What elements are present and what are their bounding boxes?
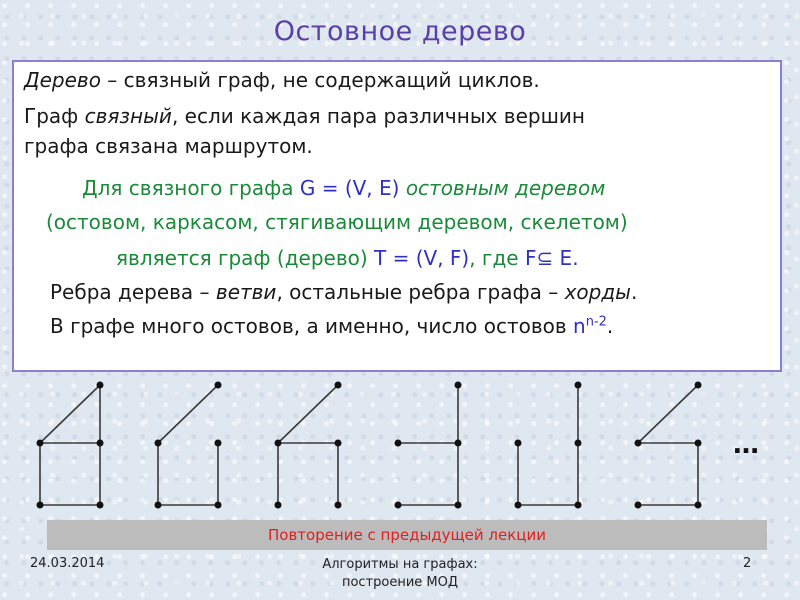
definition-connected-line1 [24,104,585,128]
branches-chords-line [50,280,637,304]
text-fragment: n [573,314,586,338]
text-fragment: Для связного графа [82,176,300,200]
spanning-tree-4 [518,385,578,505]
text-fragment: , где [469,246,525,270]
term-spanning-tree: остовным деревом [405,176,606,200]
more-trees-ellipsis: … [733,430,759,460]
spanning-tree-synonyms: (остовом, каркасом, стягивающим деревом, скелетом) [46,210,628,234]
text-fragment: . [630,280,638,304]
subset-notation: F⊆ E. [524,246,579,270]
text-fragment: n-2 [585,314,607,330]
slide-title: Остовное дерево [273,16,527,47]
graph-notation-t: T = (V, F) [374,246,470,270]
graph-notation-g: G = (V, E) [299,176,400,200]
spanning-tree-1 [158,385,218,505]
term-branches: ветви [215,280,277,304]
definition-tree [24,68,540,92]
footer-course-line2: построение МОД [341,575,459,590]
text-fragment: является граф (дерево) [116,246,375,270]
spanning-trees-figure [0,375,800,520]
count-formula [573,314,607,338]
term-connected: связный [84,104,172,128]
definition-tree-text: – связный граф, не содержащий циклов. [100,68,540,92]
spanning-tree-3 [398,385,458,505]
spanning-tree-5 [638,385,698,505]
footer-date: 24.03.2014 [30,556,105,571]
definitions-box [12,60,782,372]
spanning-tree-line3 [116,246,579,270]
text-fragment: , если каждая пара различных вершин [171,104,585,128]
text-fragment: . [606,314,614,338]
term-tree: Дерево [24,68,101,92]
text-fragment: Ребра дерева – [50,280,216,304]
spanning-count-line [50,314,613,338]
text-fragment: Граф [24,104,85,128]
text-fragment: В графе много остовов, а именно, число остовов [50,314,574,338]
spanning-tree-2 [278,385,338,505]
repeat-banner: Повторение с предыдущей лекции [47,520,767,550]
spanning-tree-line1 [82,176,605,200]
text-fragment: , остальные ребра графа – [276,280,565,304]
term-chords: хорды [564,280,631,304]
footer-course [260,556,540,592]
definition-connected-line2: графа связана маршрутом. [24,134,313,158]
footer-course-line1: Алгоритмы на графах: [322,557,478,572]
original-graph [40,385,100,505]
footer-page-number: 2 [743,556,752,571]
